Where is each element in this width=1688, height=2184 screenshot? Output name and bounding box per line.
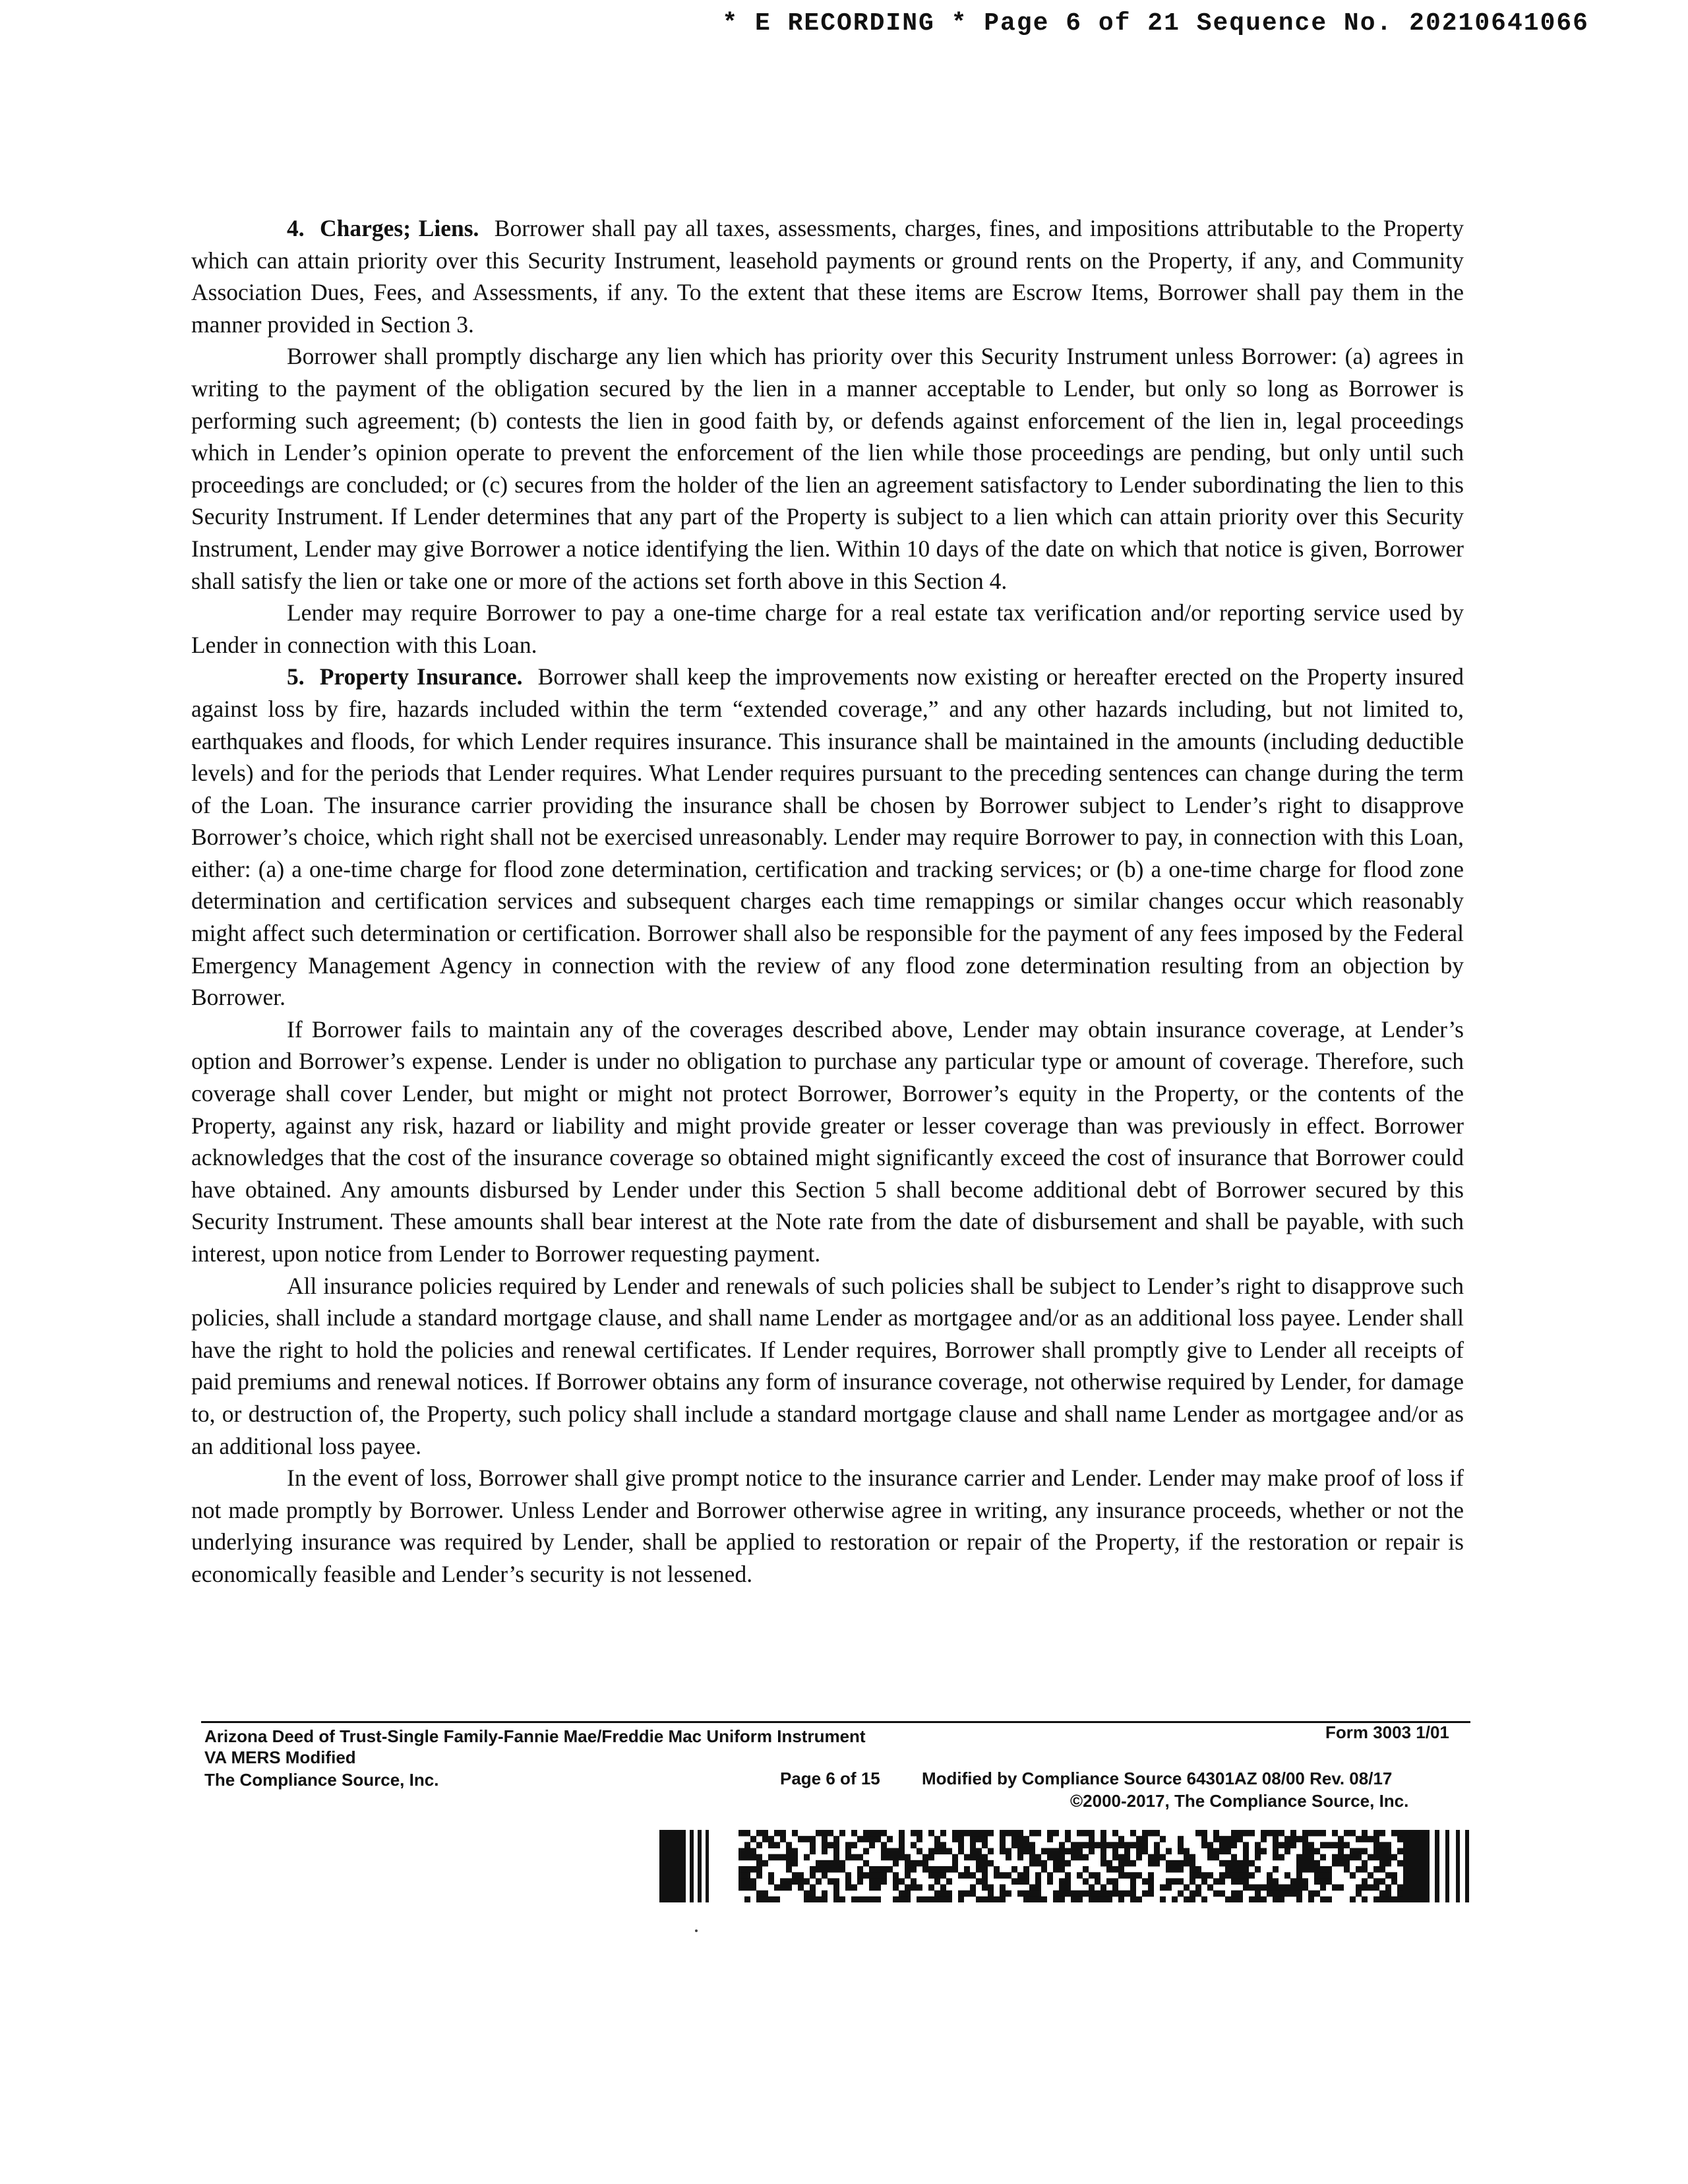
footer-modified-by: Modified by Compliance Source 64301AZ 08/00 Rev. 08/17 [922,1769,1393,1788]
section-4-number: 4. [287,215,305,241]
footer-page-label: Page 6 of 15 [780,1769,880,1788]
section-4-text-1: Borrower shall pay all taxes, assessments, charges, fines, and impositions attributable to the Property which can attain priority over this Security Instrument, leasehold payments or ground rents on the Property, if any, and Community Association Dues, Fees, and Assessments, if any. To the extent that these items are Escrow Items, Borrower shall pay them in the manner provided in Section 3. [191,215,1464,338]
document-body [191,212,1464,1591]
scan-speck [695,1929,698,1932]
recording-header: * E RECORDING * Page 6 of 21 Sequence No. 20210641066 [722,9,1589,38]
section-4-paragraph-1 [191,212,1464,340]
footer-divider [201,1721,1470,1723]
footer-modification: VA MERS Modified [204,1747,356,1767]
section-5-paragraph-1 [191,661,1464,1014]
footer-copyright: ©2000-2017, The Compliance Source, Inc. [1070,1791,1409,1811]
section-5-title: Property Insurance. [319,663,523,690]
section-4-paragraph-2: Borrower shall promptly discharge any lien which has priority over this Security Instrument unless Borrower: (a) agrees in writing to the payment of the obligation secured by the lien in a manner acceptable to Lender, but only so long as Borrower is performing such agreement; (b) contests the lien in good faith by, or defends against enforcement of the lien in, legal proceedings which in Lender’s opinion operate to prevent the enforcement of the lien while those proceedings are pending, but only until such proceedings are concluded; or (c) secures from the holder of the lien an agreement satisfactory to Lender subordinating the lien to this Security Instrument. If Lender determines that any part of the Property is subject to a lien which can attain priority over this Security Instrument, Lender may give Borrower a notice identifying the lien. Within 10 days of the date on which that notice is given, Borrower shall satisfy the lien or take one or more of the actions set forth above in this Section 4. [191,343,1464,594]
barcode-image [659,1830,1470,1902]
footer-company: The Compliance Source, Inc. [204,1770,439,1790]
section-4-title: Charges; Liens. [319,215,479,241]
section-5-number: 5. [287,663,305,690]
footer-form-title: Arizona Deed of Trust-Single Family-Fannie Mae/Freddie Mac Uniform Instrument [204,1726,866,1746]
footer-form-number: Form 3003 1/01 [1325,1722,1449,1742]
section-5-paragraph-4: In the event of loss, Borrower shall give prompt notice to the insurance carrier and Lender. Lender may make proof of loss if not made promptly by Borrower. Unless Lender and Borrower otherwise agree in writing, any insurance proceeds, whether or not the underlying insurance was required by Lender, shall be applied to restoration or repair of the Property, if the restoration or repair is economically feasible and Lender’s security is not lessened. [191,1465,1464,1587]
section-4-paragraph-3: Lender may require Borrower to pay a one-time charge for a real estate tax verification and/or reporting service used by Lender in connection with this Loan. [191,599,1464,658]
section-5-paragraph-2: If Borrower fails to maintain any of the coverages described above, Lender may obtain insurance coverage, at Lender’s option and Borrower’s expense. Lender is under no obligation to purchase any particular type or amount of coverage. Therefore, such coverage shall cover Lender, but might or might not protect Borrower, Borrower’s equity in the Property, or the contents of the Property, against any risk, hazard or liability and might provide greater or lesser coverage than was previously in effect. Borrower acknowledges that the cost of the insurance coverage so obtained might significantly exceed the cost of insurance that Borrower could have obtained. Any amounts disbursed by Lender under this Section 5 shall become additional debt of Borrower secured by this Security Instrument. These amounts shall bear interest at the Note rate from the date of disbursement and shall be payable, with such interest, upon notice from Lender to Borrower requesting payment. [191,1016,1464,1267]
section-5-text-1: Borrower shall keep the improvements now existing or hereafter erected on the Property insured against loss by fire, hazards included within the term “extended coverage,” and any other hazards including, but not limited to, earthquakes and floods, for which Lender requires insurance. This insurance shall be maintained in the amounts (including deductible levels) and for the periods that Lender requires. What Lender requires pursuant to the preceding sentences can change during the term of the Loan. The insurance carrier providing the insurance shall be chosen by Borrower subject to Lender’s right to disapprove Borrower’s choice, which right shall not be exercised unreasonably. Lender may require Borrower to pay, in connection with this Loan, either: (a) a one-time charge for flood zone determination, certification and tracking services; or (b) a one-time charge for flood zone determination and certification services and subsequent charges each time remappings or similar changes occur which reasonably might affect such determination or certification. Borrower shall also be responsible for the payment of any fees imposed by the Federal Emergency Management Agency in connection with the review of any flood zone determination resulting from an objection by Borrower. [191,663,1464,1011]
section-5-paragraph-3: All insurance policies required by Lender and renewals of such policies shall be subject to Lender’s right to disapprove such policies, shall include a standard mortgage clause, and shall name Lender as mortgagee and/or as an additional loss payee. Lender shall have the right to hold the policies and renewal certificates. If Lender requires, Borrower shall promptly give to Lender all receipts of paid premiums and renewal notices. If Borrower obtains any form of insurance coverage, not otherwise required by Lender, for damage to, or destruction of, the Property, such policy shall include a standard mortgage clause and shall name Lender as mortgagee and/or as an additional loss payee. [191,1272,1464,1459]
